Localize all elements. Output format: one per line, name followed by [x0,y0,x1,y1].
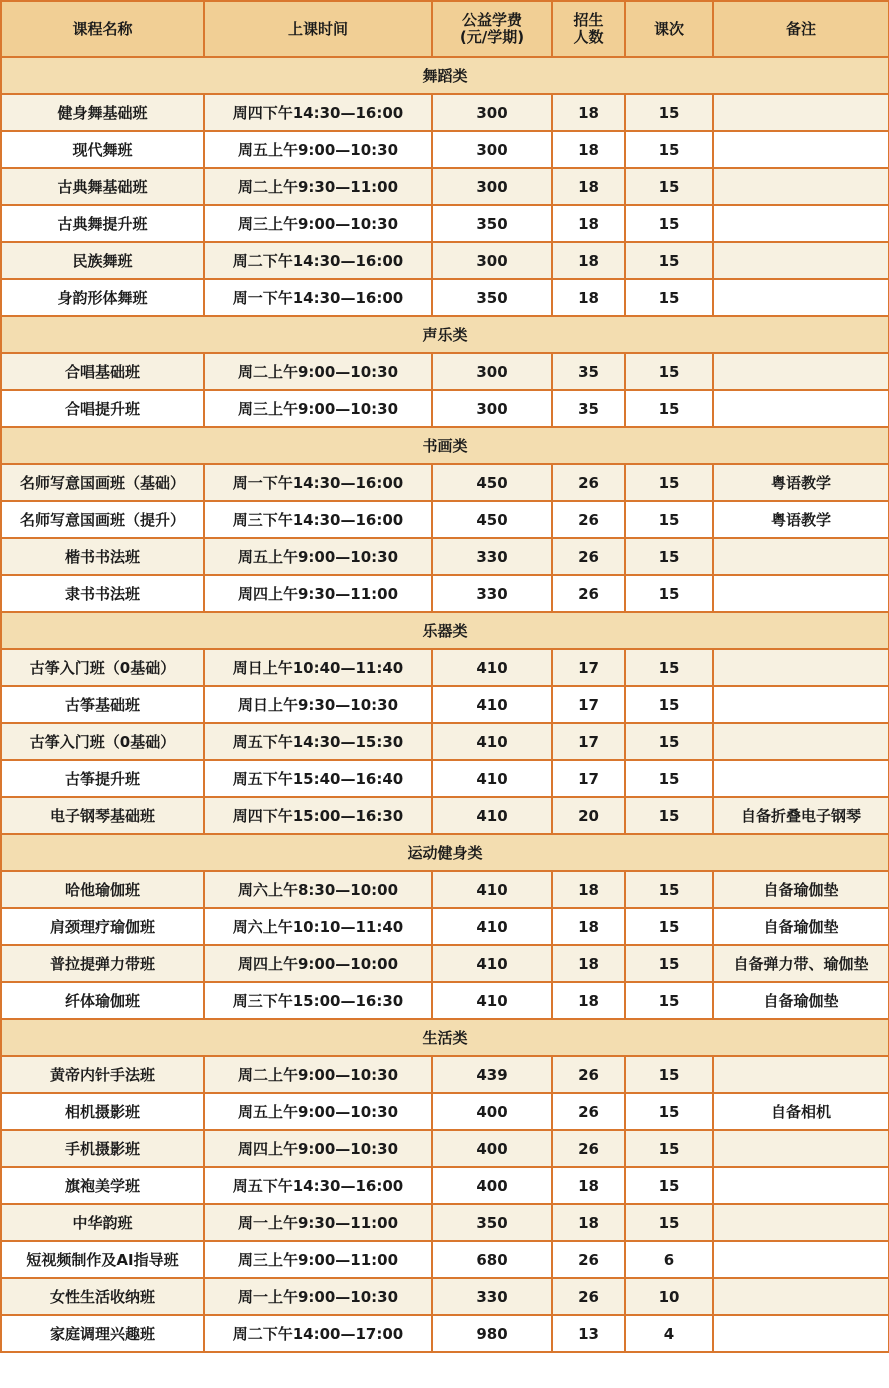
cell-class-time: 周五下午14:30—16:00 [204,1167,432,1204]
cell-enrollment: 26 [552,1241,625,1278]
cell-tuition: 410 [432,908,552,945]
cell-tuition: 410 [432,686,552,723]
cell-tuition: 410 [432,871,552,908]
cell-class-time: 周三下午14:30—16:00 [204,501,432,538]
category-row [1,1019,889,1056]
category-label: 生活类 [1,1019,889,1056]
cell-enrollment: 26 [552,1056,625,1093]
cell-sessions: 15 [625,723,713,760]
table-row [1,945,889,982]
table-row [1,575,889,612]
cell-enrollment: 18 [552,205,625,242]
cell-class-time: 周日上午9:30—10:30 [204,686,432,723]
table-row [1,908,889,945]
cell-notes [713,279,889,316]
table-row [1,1056,889,1093]
cell-notes [713,1204,889,1241]
table-row [1,279,889,316]
cell-sessions: 15 [625,353,713,390]
cell-enrollment: 17 [552,760,625,797]
header-line: (元/学期) [459,28,525,46]
cell-tuition: 410 [432,760,552,797]
cell-course-name: 古筝入门班（0基础） [1,723,204,760]
cell-notes: 自备瑜伽垫 [713,908,889,945]
cell-enrollment: 13 [552,1315,625,1352]
cell-class-time: 周四下午14:30—16:00 [204,94,432,131]
cell-course-name: 黄帝内针手法班 [1,1056,204,1093]
cell-class-time: 周四上午9:30—11:00 [204,575,432,612]
cell-sessions: 15 [625,649,713,686]
table-row [1,1278,889,1315]
cell-class-time: 周三下午15:00—16:30 [204,982,432,1019]
cell-course-name: 合唱基础班 [1,353,204,390]
header-sessions: 课次 [625,1,713,57]
cell-course-name: 家庭调理兴趣班 [1,1315,204,1352]
table-row [1,1315,889,1352]
cell-course-name: 电子钢琴基础班 [1,797,204,834]
table-row [1,1204,889,1241]
cell-notes [713,760,889,797]
cell-tuition: 980 [432,1315,552,1352]
cell-course-name: 肩颈理疗瑜伽班 [1,908,204,945]
cell-tuition: 400 [432,1130,552,1167]
cell-class-time: 周三上午9:00—11:00 [204,1241,432,1278]
table-row [1,131,889,168]
cell-course-name: 纤体瑜伽班 [1,982,204,1019]
cell-sessions: 4 [625,1315,713,1352]
cell-notes: 粤语教学 [713,501,889,538]
cell-tuition: 410 [432,797,552,834]
cell-enrollment: 35 [552,390,625,427]
cell-sessions: 15 [625,982,713,1019]
header-tuition [432,1,552,57]
cell-notes: 自备相机 [713,1093,889,1130]
cell-tuition: 680 [432,1241,552,1278]
cell-tuition: 410 [432,982,552,1019]
cell-enrollment: 26 [552,464,625,501]
cell-enrollment: 26 [552,501,625,538]
cell-class-time: 周六上午8:30—10:00 [204,871,432,908]
cell-notes [713,131,889,168]
table-row [1,501,889,538]
header-line: 招生 [573,11,604,29]
cell-notes [713,390,889,427]
cell-course-name: 古筝入门班（0基础） [1,649,204,686]
category-label: 书画类 [1,427,889,464]
category-label: 声乐类 [1,316,889,353]
cell-tuition: 439 [432,1056,552,1093]
cell-class-time: 周日上午10:40—11:40 [204,649,432,686]
cell-tuition: 450 [432,501,552,538]
cell-notes [713,1315,889,1352]
cell-class-time: 周一下午14:30—16:00 [204,279,432,316]
cell-tuition: 330 [432,1278,552,1315]
cell-sessions: 15 [625,1093,713,1130]
cell-enrollment: 26 [552,538,625,575]
cell-notes [713,1130,889,1167]
cell-class-time: 周一下午14:30—16:00 [204,464,432,501]
cell-sessions: 15 [625,390,713,427]
category-label: 乐器类 [1,612,889,649]
cell-course-name: 相机摄影班 [1,1093,204,1130]
header-class-time: 上课时间 [204,1,432,57]
cell-notes [713,168,889,205]
table-row [1,538,889,575]
category-row [1,834,889,871]
table-row [1,464,889,501]
cell-course-name: 民族舞班 [1,242,204,279]
cell-sessions: 15 [625,686,713,723]
cell-tuition: 300 [432,390,552,427]
cell-notes [713,575,889,612]
cell-sessions: 15 [625,538,713,575]
cell-enrollment: 18 [552,279,625,316]
table-row [1,242,889,279]
cell-course-name: 合唱提升班 [1,390,204,427]
category-label: 运动健身类 [1,834,889,871]
cell-notes: 自备折叠电子钢琴 [713,797,889,834]
cell-notes: 自备瑜伽垫 [713,982,889,1019]
cell-class-time: 周二下午14:30—16:00 [204,242,432,279]
cell-sessions: 15 [625,501,713,538]
cell-class-time: 周一上午9:30—11:00 [204,1204,432,1241]
cell-notes [713,538,889,575]
table-row [1,1093,889,1130]
cell-enrollment: 17 [552,723,625,760]
cell-tuition: 350 [432,1204,552,1241]
table-row [1,686,889,723]
category-row [1,427,889,464]
cell-tuition: 300 [432,242,552,279]
cell-notes: 粤语教学 [713,464,889,501]
table-row [1,168,889,205]
cell-tuition: 300 [432,168,552,205]
table-row [1,94,889,131]
header-notes: 备注 [713,1,889,57]
cell-tuition: 300 [432,94,552,131]
cell-enrollment: 18 [552,871,625,908]
cell-tuition: 400 [432,1167,552,1204]
cell-class-time: 周二上午9:00—10:30 [204,353,432,390]
cell-notes: 自备弹力带、瑜伽垫 [713,945,889,982]
cell-course-name: 名师写意国画班（提升） [1,501,204,538]
cell-sessions: 15 [625,1130,713,1167]
table-row [1,797,889,834]
cell-class-time: 周六上午10:10—11:40 [204,908,432,945]
cell-class-time: 周五上午9:00—10:30 [204,1093,432,1130]
cell-notes: 自备瑜伽垫 [713,871,889,908]
cell-class-time: 周五下午15:40—16:40 [204,760,432,797]
cell-course-name: 古典舞基础班 [1,168,204,205]
cell-tuition: 350 [432,279,552,316]
cell-course-name: 普拉提弹力带班 [1,945,204,982]
cell-notes [713,649,889,686]
cell-course-name: 楷书书法班 [1,538,204,575]
cell-sessions: 15 [625,168,713,205]
cell-notes [713,94,889,131]
cell-course-name: 身韵形体舞班 [1,279,204,316]
cell-notes [713,1278,889,1315]
cell-enrollment: 18 [552,1204,625,1241]
table-row [1,649,889,686]
cell-class-time: 周二上午9:30—11:00 [204,168,432,205]
cell-course-name: 古筝提升班 [1,760,204,797]
cell-notes [713,723,889,760]
cell-enrollment: 20 [552,797,625,834]
cell-sessions: 15 [625,575,713,612]
cell-class-time: 周五上午9:00—10:30 [204,131,432,168]
cell-sessions: 15 [625,797,713,834]
cell-course-name: 中华韵班 [1,1204,204,1241]
cell-enrollment: 35 [552,353,625,390]
cell-enrollment: 17 [552,649,625,686]
cell-enrollment: 18 [552,168,625,205]
cell-notes [713,353,889,390]
cell-course-name: 短视频制作及AI指导班 [1,1241,204,1278]
cell-tuition: 410 [432,649,552,686]
cell-class-time: 周一上午9:00—10:30 [204,1278,432,1315]
cell-class-time: 周三上午9:00—10:30 [204,205,432,242]
cell-notes [713,205,889,242]
cell-sessions: 15 [625,1204,713,1241]
cell-class-time: 周三上午9:00—10:30 [204,390,432,427]
header-row [1,1,889,57]
cell-course-name: 现代舞班 [1,131,204,168]
cell-sessions: 15 [625,131,713,168]
cell-sessions: 15 [625,242,713,279]
cell-enrollment: 26 [552,1130,625,1167]
table-row [1,871,889,908]
category-row [1,612,889,649]
cell-course-name: 哈他瑜伽班 [1,871,204,908]
cell-tuition: 300 [432,353,552,390]
table-row [1,723,889,760]
cell-course-name: 健身舞基础班 [1,94,204,131]
cell-enrollment: 18 [552,242,625,279]
header-course-name: 课程名称 [1,1,204,57]
header-enrollment [552,1,625,57]
cell-sessions: 15 [625,464,713,501]
cell-tuition: 350 [432,205,552,242]
cell-course-name: 手机摄影班 [1,1130,204,1167]
category-label: 舞蹈类 [1,57,889,94]
header-line: 公益学费 [461,11,522,29]
cell-course-name: 旗袍美学班 [1,1167,204,1204]
cell-sessions: 15 [625,94,713,131]
category-row [1,316,889,353]
cell-notes [713,1056,889,1093]
cell-sessions: 15 [625,871,713,908]
table-row [1,353,889,390]
cell-enrollment: 18 [552,945,625,982]
cell-tuition: 450 [432,464,552,501]
table-row [1,1130,889,1167]
cell-enrollment: 17 [552,686,625,723]
cell-course-name: 古典舞提升班 [1,205,204,242]
table-row [1,1167,889,1204]
cell-enrollment: 18 [552,1167,625,1204]
cell-sessions: 15 [625,760,713,797]
cell-tuition: 410 [432,723,552,760]
cell-enrollment: 26 [552,1278,625,1315]
cell-class-time: 周五上午9:00—10:30 [204,538,432,575]
table-row [1,1241,889,1278]
table-body [1,57,889,1352]
cell-class-time: 周四上午9:00—10:00 [204,945,432,982]
cell-course-name: 女性生活收纳班 [1,1278,204,1315]
cell-sessions: 15 [625,205,713,242]
cell-class-time: 周二下午14:00—17:00 [204,1315,432,1352]
cell-tuition: 330 [432,538,552,575]
cell-notes [713,242,889,279]
cell-sessions: 10 [625,1278,713,1315]
cell-enrollment: 26 [552,1093,625,1130]
cell-class-time: 周四上午9:00—10:30 [204,1130,432,1167]
cell-course-name: 隶书书法班 [1,575,204,612]
cell-tuition: 400 [432,1093,552,1130]
cell-notes [713,1167,889,1204]
cell-sessions: 15 [625,1167,713,1204]
table-row [1,205,889,242]
cell-sessions: 15 [625,945,713,982]
cell-sessions: 15 [625,908,713,945]
cell-tuition: 330 [432,575,552,612]
cell-class-time: 周四下午15:00—16:30 [204,797,432,834]
cell-notes [713,1241,889,1278]
cell-class-time: 周二上午9:00—10:30 [204,1056,432,1093]
header-line: 人数 [573,28,604,46]
cell-sessions: 6 [625,1241,713,1278]
cell-enrollment: 26 [552,575,625,612]
cell-tuition: 410 [432,945,552,982]
cell-notes [713,686,889,723]
cell-enrollment: 18 [552,982,625,1019]
table-row [1,760,889,797]
cell-enrollment: 18 [552,131,625,168]
cell-class-time: 周五下午14:30—15:30 [204,723,432,760]
cell-enrollment: 18 [552,908,625,945]
cell-course-name: 名师写意国画班（基础） [1,464,204,501]
cell-enrollment: 18 [552,94,625,131]
category-row [1,57,889,94]
cell-sessions: 15 [625,1056,713,1093]
table-row [1,982,889,1019]
table-row [1,390,889,427]
cell-sessions: 15 [625,279,713,316]
cell-tuition: 300 [432,131,552,168]
cell-course-name: 古筝基础班 [1,686,204,723]
